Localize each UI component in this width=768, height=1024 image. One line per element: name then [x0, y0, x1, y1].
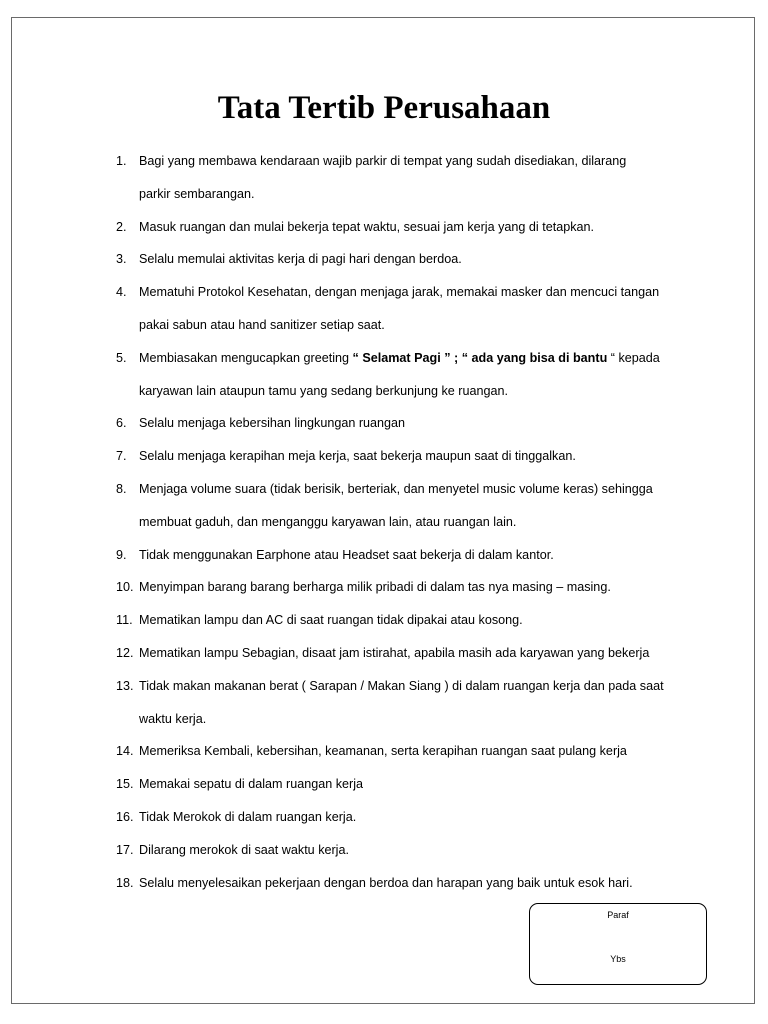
rule-text-line: Dilarang merokok di saat waktu kerja.	[139, 842, 349, 857]
rule-text-line: Membiasakan mengucapkan greeting “ Selamat Pagi ” ; “ ada yang bisa di bantu “ kepada	[139, 350, 660, 365]
rule-text-line: Selalu menjaga kebersihan lingkungan ruangan	[139, 416, 406, 431]
rule-number: 15.	[116, 777, 134, 792]
rule-number: 3.	[116, 252, 127, 267]
rule-text	[139, 145, 676, 211]
rule-text-line: Masuk ruangan dan mulai bekerja tepat waktu, sesuai jam kerja yang di tetapkan.	[139, 219, 595, 234]
rule-text-line: Bagi yang membawa kendaraan wajib parkir di tempat yang sudah disediakan, dilarang	[139, 154, 627, 168]
rule-number: 4.	[116, 285, 127, 300]
rule-item	[0, 473, 768, 539]
rule-item	[0, 539, 768, 572]
rule-number: 13.	[116, 678, 134, 693]
rule-number: 16.	[116, 809, 134, 824]
rule-text-line: Tidak makan makanan berat ( Sarapan / Makan Siang ) di dalam ruangan kerja dan pada saat	[139, 678, 664, 693]
rule-number: 5.	[116, 350, 127, 365]
rule-item	[0, 276, 768, 342]
rule-number: 14.	[116, 744, 134, 759]
rule-item	[0, 145, 768, 211]
rule-text	[139, 440, 676, 473]
paraf-signer: Ybs	[610, 954, 626, 964]
greeting-emphasis: “ Selamat Pagi ” ; “ ada yang bisa di bantu	[352, 350, 611, 365]
rule-text-line: Menyimpan barang barang berharga milik pribadi di dalam tas nya masing – masing.	[139, 580, 611, 595]
rule-text	[139, 604, 676, 637]
rule-number: 10.	[116, 580, 134, 595]
rule-text-line: waktu kerja.	[139, 711, 207, 726]
rule-text-line: Selalu menyelesaikan pekerjaan dengan berdoa dan harapan yang baik untuk esok hari.	[139, 875, 633, 890]
rule-item	[0, 407, 768, 440]
rule-item	[0, 867, 768, 900]
rule-text-line: parkir sembarangan.	[139, 186, 255, 201]
rule-number: 11.	[116, 613, 133, 628]
rule-text-line: Tidak Merokok di dalam ruangan kerja.	[139, 809, 357, 824]
rule-text-line: Mematikan lampu Sebagian, disaat jam istirahat, apabila masih ada karyawan yang bekerja	[139, 645, 650, 660]
rule-text	[139, 243, 676, 276]
rule-text	[139, 571, 676, 604]
rule-text-line: pakai sabun atau hand sanitizer setiap saat.	[139, 317, 385, 332]
rule-text-line: Menjaga volume suara (tidak berisik, berteriak, dan menyetel music volume keras) sehingga	[139, 481, 653, 496]
rule-item	[0, 571, 768, 604]
rule-item	[0, 637, 768, 670]
rule-text	[139, 342, 676, 408]
rule-text	[139, 637, 676, 670]
rule-text	[139, 801, 676, 834]
page-title: Tata Tertib Perusahaan	[217, 90, 551, 126]
rule-number: 18.	[116, 875, 134, 890]
rule-text	[139, 867, 676, 900]
rule-text-line: Mematikan lampu dan AC di saat ruangan tidak dipakai atau kosong.	[139, 613, 523, 628]
rule-text	[139, 735, 676, 768]
rule-text	[139, 211, 676, 244]
rule-text	[139, 768, 676, 801]
rule-text	[139, 276, 676, 342]
rule-text	[139, 539, 676, 572]
rule-item	[0, 670, 768, 736]
rule-text-line: Memeriksa Kembali, kebersihan, keamanan, serta kerapihan ruangan saat pulang kerja	[139, 744, 627, 759]
paraf-box	[529, 903, 707, 985]
rule-text-line: Tidak menggunakan Earphone atau Headset saat bekerja di dalam kantor.	[139, 547, 554, 562]
rule-item	[0, 801, 768, 834]
rule-item	[0, 604, 768, 637]
rule-item	[0, 735, 768, 768]
rule-item	[0, 342, 768, 408]
rule-text-line: Selalu memulai aktivitas kerja di pagi hari dengan berdoa.	[139, 252, 462, 267]
rule-text	[139, 670, 676, 736]
rule-number: 7.	[116, 449, 127, 464]
rule-text-line: karyawan lain ataupun tamu yang sedang berkunjung ke ruangan.	[139, 383, 508, 398]
rule-text-line: Memakai sepatu di dalam ruangan kerja	[139, 777, 364, 792]
rule-number: 2.	[116, 219, 127, 234]
rule-number: 1.	[116, 154, 127, 168]
rule-number: 17.	[116, 842, 134, 857]
rules-list	[0, 145, 768, 899]
rule-item	[0, 211, 768, 244]
rule-text	[139, 834, 676, 867]
rule-number: 6.	[116, 416, 127, 431]
rule-item	[0, 243, 768, 276]
rule-text-line: membuat gaduh, dan menganggu karyawan lain, atau ruangan lain.	[139, 514, 517, 529]
rule-number: 12.	[116, 645, 134, 660]
paraf-label: Paraf	[607, 910, 629, 920]
rule-text-line: Selalu menjaga kerapihan meja kerja, saat bekerja maupun saat di tinggalkan.	[139, 449, 576, 464]
rule-item	[0, 440, 768, 473]
rule-item	[0, 834, 768, 867]
rule-number: 9.	[116, 547, 127, 562]
rule-item	[0, 768, 768, 801]
rule-text	[139, 473, 676, 539]
rule-text-line: Mematuhi Protokol Kesehatan, dengan menjaga jarak, memakai masker dan mencuci tangan	[139, 285, 660, 300]
rule-number: 8.	[116, 481, 127, 496]
rule-text	[139, 407, 676, 440]
